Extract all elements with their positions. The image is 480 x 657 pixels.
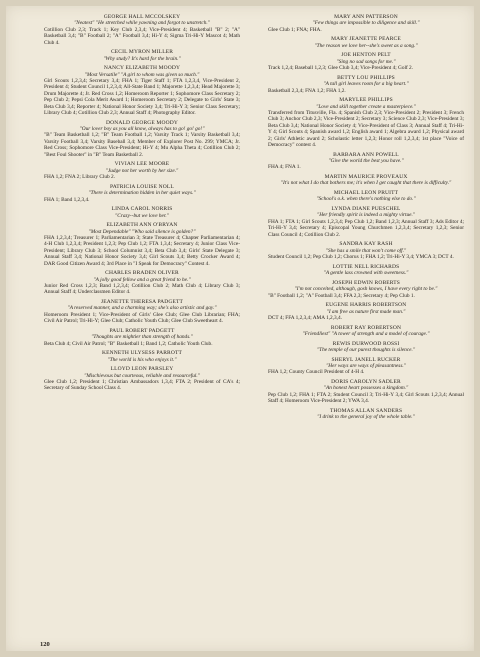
senior-activities: Girl Scouts 1,2,3,4; Secretary 3,4; FHA 1; Tiger Staff 1; FTA 1,2,3,4, Vice-President 2, President 4; Student Council 1,2,3,4; All-State Band 1; Majorette 1,2,3,4; Head Majorette 3; Drum Majorette 4; Jr. Red Cross 1,2; Homeroom Reporter 1; Sophomore Class Secretary 2; Pep Club 2; Pepsi Cola Merit Award 1; Homeroom Secretary 2; Delegate to Girls' State 3; Beta Club 3,4; Reporter 4; National Honor Society 3,4; Tri-Hi-Y 3; Senior Class Secretary; Library Club 4; Cotillion Club 2,3; Annual Staff 4; Photography Editor. xyxy=(44,78,240,117)
senior-quote: "I drink to the general joy of the whole table." xyxy=(317,414,415,421)
senior-activities: Basketball 2,3,4; FNA 1,2; FHA 1,2. xyxy=(268,87,346,94)
senior-activities: Glee Club 1; FNA; FHA. xyxy=(268,26,322,33)
senior-quote: "A jolly good fellow and a great friend to he." xyxy=(93,276,191,283)
senior-quote: "It's not what I do that bothers me; it's when I get caught that there is difficulty." xyxy=(280,180,452,187)
senior-entry xyxy=(268,357,464,376)
senior-name: ELIZABETH ANN O'BRYAN xyxy=(106,222,178,229)
senior-activities: Student Council 1,2; Pep Club 1,2; Chorus 1; FHA 1,2; Tri-Hi-Y 3,4; YMCA 3; DCT 4. xyxy=(268,254,454,261)
senior-name: LOTTIE NELL RICHARDS xyxy=(332,263,400,270)
senior-entry xyxy=(268,97,464,148)
senior-activities: FHA 1; Band 1,2,3,4. xyxy=(44,196,90,203)
senior-entry xyxy=(268,174,464,187)
senior-entry xyxy=(44,299,240,325)
senior-quote: "Her friendly spirit is indeed a mighty virtue." xyxy=(316,212,415,219)
senior-activities: Cotillion Club 2,3; Track 1; Key Club 2,3,4; Vice-President 4; Basketball "B" 2; "A" Basketball 3,4; "B" Football 2; "A" Football 3,4; Hi-Y 4; Sigma Tri-Hi-Y Mascot 4; Math Club 4. xyxy=(44,26,240,46)
senior-name: LINDA CAROL NORRIS xyxy=(111,206,173,213)
senior-name: PAUL ROBERT PADGETT xyxy=(109,327,175,334)
senior-activities: Pep Club 1,2; FHA 1; FTA 2; Student Council 3; Tri-Hi-Y 3,4; Girl Scouts 1,2,3,4; Annual Staff 4; Homeroom Vice-President 2; YWA 3,4. xyxy=(268,391,464,405)
senior-entry xyxy=(44,184,240,203)
senior-name: SHERYL JANELL RUCKER xyxy=(331,356,401,363)
senior-name: DORIS CAROLYN SADLER xyxy=(331,378,401,385)
senior-name: EUGENE HARRIS ROBERTSON xyxy=(325,302,407,309)
senior-quote: "An honest heart possesses a kingdom." xyxy=(323,385,409,392)
senior-quote: "Give the world the best you have." xyxy=(328,158,404,165)
senior-name: MARTIN MAURICE PROVEAUX xyxy=(324,174,408,181)
senior-name: MARY ANN PATTERSON xyxy=(334,14,398,20)
senior-entry xyxy=(44,14,240,46)
senior-quote: "Friendliest" "A tower of strength and a model of courage." xyxy=(302,330,430,337)
senior-name: JEANETTE THERESA PADGETT xyxy=(100,298,184,305)
senior-name: BETTY LOU PHILLIPS xyxy=(337,74,395,81)
senior-name: SANDRA KAY RASH xyxy=(339,241,393,248)
senior-name: MARY JEANETTE PEARCE xyxy=(331,36,401,43)
senior-name: BARBARA ANN POWELL xyxy=(333,151,399,158)
right-column xyxy=(268,14,464,424)
senior-quote: "Crazy--but we love her." xyxy=(115,212,169,219)
senior-quote: "Why study? It's hard for the brain." xyxy=(103,55,181,62)
senior-activities: FHA 1; FTA 1; Girl Scouts 1,2,3,4; Pep Club 1,2; Band 1,2,3; Annual Staff 3; Ads Editor 4; Tri-Hi-Y 3,4; Secretary 4; Episcopal Young Churchmen 1,2,3,4; Secretary 1,2,3; Senior Class Council 4; Cotillion Club 2. xyxy=(268,218,464,238)
senior-name: JOE HENTON PELT xyxy=(341,52,391,59)
senior-quote: "A tall girl leaves room for a big heart." xyxy=(323,81,409,88)
senior-activities: Glee Club 1,2; President 1; Christian Ambassadors 1,3,4; FTA 2; President of CA's 4; Secretary of Sunday School Class 4. xyxy=(44,378,240,392)
senior-entry xyxy=(268,190,464,203)
senior-entry xyxy=(44,49,240,62)
senior-name: JOSEPH EDWIN ROBERTS xyxy=(331,279,401,286)
senior-quote: "Most Dependable" "Who said silence is golden?" xyxy=(88,228,196,235)
senior-entry xyxy=(44,65,240,116)
senior-name: MICHAEL LEON PRUITT xyxy=(333,190,399,197)
senior-quote: "Judge not her worth by her size." xyxy=(105,167,179,174)
senior-entry xyxy=(44,270,240,296)
senior-quote: "The world is his who enjoys it." xyxy=(107,356,177,363)
senior-activities: Homeroom President 1; Vice-President of Girls' Glee Club; Glee Club Librarian; FHA; Civil Air Patrol; Tri-Hi-Y; Glee Club; Catholic Youth Club; Glee Club Sweetheart 4. xyxy=(44,311,240,325)
senior-entry xyxy=(268,264,464,277)
senior-entry xyxy=(268,14,464,33)
senior-name: CHARLES BRADEN OLIVER xyxy=(105,270,179,277)
page-number: 120 xyxy=(40,641,50,648)
senior-activities: FHA 4; FNA 1. xyxy=(268,164,301,171)
senior-name: THOMAS ALLAN SANDERS xyxy=(329,407,403,414)
senior-activities: DCT 4; FFA 1,2,3,4; AMA 1,2,3,4. xyxy=(268,314,342,321)
senior-activities: Track 1,2,4; Baseball 1,2,3; Glee Club 3,4; Vice-President 4; Golf 2. xyxy=(268,65,414,72)
senior-name: NANCY ELIZABETH MOODY xyxy=(103,65,181,72)
senior-quote: "Thoughts are mightier than strength of hands." xyxy=(91,334,193,341)
senior-name: DONALD GEORGE MOODY xyxy=(106,119,178,126)
senior-entry xyxy=(268,52,464,71)
senior-quote: "She has a smile that won't come off." xyxy=(325,247,407,254)
senior-name: VIVIAN LEE MOORE xyxy=(114,161,170,168)
senior-name: CECIL MYRON MILLER xyxy=(110,49,174,56)
senior-entry xyxy=(268,408,464,421)
senior-name: PATRICIA LOUISE NOLL xyxy=(110,183,174,190)
senior-entry xyxy=(268,152,464,171)
senior-entry xyxy=(44,206,240,219)
senior-entry xyxy=(268,341,464,354)
senior-activities: "B" Team Basketball 1,2; "B" Team Football 1,2; Varsity Track 1; Varsity Basketball 3,4; Varsity Football 3,4; Varsity Baseball 3,4; Member of Explorer Post No. 299; YMCA; Jr. Red Cross; Sophomore Class Vice-President; Hi-Y 4; Mu Alpha Theta 4; Cotillion Club 2; "Best Foul Shooter" in "B" Team Basketball 2. xyxy=(44,132,240,158)
senior-entry xyxy=(268,241,464,260)
senior-quote: "Love and skill together create a masterpiece." xyxy=(316,103,416,110)
senior-name: GEORGE HALL MCCOLSKEY xyxy=(103,14,181,20)
senior-activities: FHA 1,2; FNA 2; Library Club 2. xyxy=(44,174,115,181)
senior-quote: "School's o.k. when there's nothing else to do." xyxy=(316,196,416,203)
senior-quote: "Neatest" "He stretched while yawning and forgot to unstretch." xyxy=(74,20,210,27)
senior-activities: FHA 1,2,3,4; Treasurer 1; Parliamentarian 3; State Treasurer 4; Chapter Parliamentarian 4; 4-H Club 1,2,3,4; President 1,2,3; Pep Club 1,2; FTA 1,3,4; Secretary 4; Junior Class Vice-President; Library Club 3; School Columnist 3,4; Beta Club 3,4; Girls' State Delegate 3; Annual Staff 3,4; National Honor Society 3,4; Girl Scouts 3,4; Betty Crocker Award 4; DAR Good Citizen Award 4; 3rd Place in "I Speak for Democracy" Contest 4. xyxy=(44,234,240,267)
senior-name: ROBERT RAY ROBERTSON xyxy=(330,324,402,331)
left-column xyxy=(44,14,240,395)
senior-quote: "Sing no sad songs for me." xyxy=(336,58,396,65)
senior-entry xyxy=(44,350,240,363)
senior-quote: "The temple of our purest thoughts is silence." xyxy=(316,346,416,353)
senior-quote: "A gentle lass crowned with sweetness." xyxy=(323,270,409,277)
senior-entry xyxy=(268,36,464,49)
senior-name: LLOYD LEON PARSLEY xyxy=(110,366,174,373)
senior-name: REWIS DURWOOD ROSSI xyxy=(332,340,400,347)
senior-activities: Transferred from Titusville, Fla. 4; Spanish Club 2,3; Vice-President 2; President 3; French Club 3; Anchor Club 2,3; Vice-President 2; Secretary 3; Science Club 2,3; Vice-President 3; Beta Club 3,4; National Honor Society 4; Vice-President of Class 3; Annual Staff 4; Tri-Hi-Y 4; Girl Scouts 4; Spanish award 1,2; English award 1; Algebra award 1,2; Physical award 2; Girls' Athletic award 2; Scholastic letter 1,2,3; Honor roll 1,2,3,4; 1st place "Voice of Democracy" contest 4. xyxy=(268,110,464,149)
senior-activities: Beta Club 4; Civil Air Patrol; "B" Basketball 1; Band 1,2; Catholic Youth Club. xyxy=(44,340,213,347)
senior-quote: "Mischievous but courteous, reliable and resourceful." xyxy=(84,372,200,379)
senior-quote: "The reason we love her--she's sweet as a song." xyxy=(314,42,418,49)
senior-entry xyxy=(44,366,240,392)
senior-name: LYNDA DIANE PUESCHEL xyxy=(331,206,401,213)
senior-entry xyxy=(268,379,464,405)
senior-entry xyxy=(44,120,240,158)
senior-quote: "Our lover boy as you all know, always has to go! go! go!" xyxy=(79,126,205,133)
senior-name: KENNETH ULYSESS PARROTT xyxy=(101,350,182,357)
senior-quote: "There is determination hidden in her quiet ways." xyxy=(88,190,196,197)
senior-entry xyxy=(268,75,464,94)
senior-quote: "A reserved manner, and a charming way; she's also artistic and gay." xyxy=(67,305,217,312)
senior-entry xyxy=(268,302,464,321)
senior-entry xyxy=(268,325,464,338)
senior-entry xyxy=(44,328,240,347)
senior-entry xyxy=(268,206,464,238)
senior-activities: FHA 1,2; County Council President of 4-H 4. xyxy=(268,369,365,376)
senior-quote: "Her ways are ways of pleasantness." xyxy=(326,362,406,369)
senior-name: MARYLEE PHILLIPS xyxy=(339,97,393,104)
senior-activities: "B" Football 1,2; "A" Football 3,4; FFA 2,3; Secretary 4; Pep Club 1. xyxy=(268,292,415,299)
senior-quote: "I am free as nature first made man." xyxy=(326,308,406,315)
senior-quote: "Most Versatile" "A girl to whom was given so much." xyxy=(84,71,200,78)
senior-entry xyxy=(44,222,240,267)
senior-quote: "Few things are impossible to diligence and skill." xyxy=(312,20,420,27)
senior-entry xyxy=(44,161,240,180)
senior-activities: Junior Red Cross 1,2,3; Band 1,2,3,4; Cotillion Club 2; Math Club 4; Library Club 3; Annual Staff 4; Underclassmen Editor 4. xyxy=(44,282,240,296)
senior-entry xyxy=(268,280,464,299)
senior-quote: "I'm not conceited, although, gosh knows, I have every right to be." xyxy=(294,286,438,293)
